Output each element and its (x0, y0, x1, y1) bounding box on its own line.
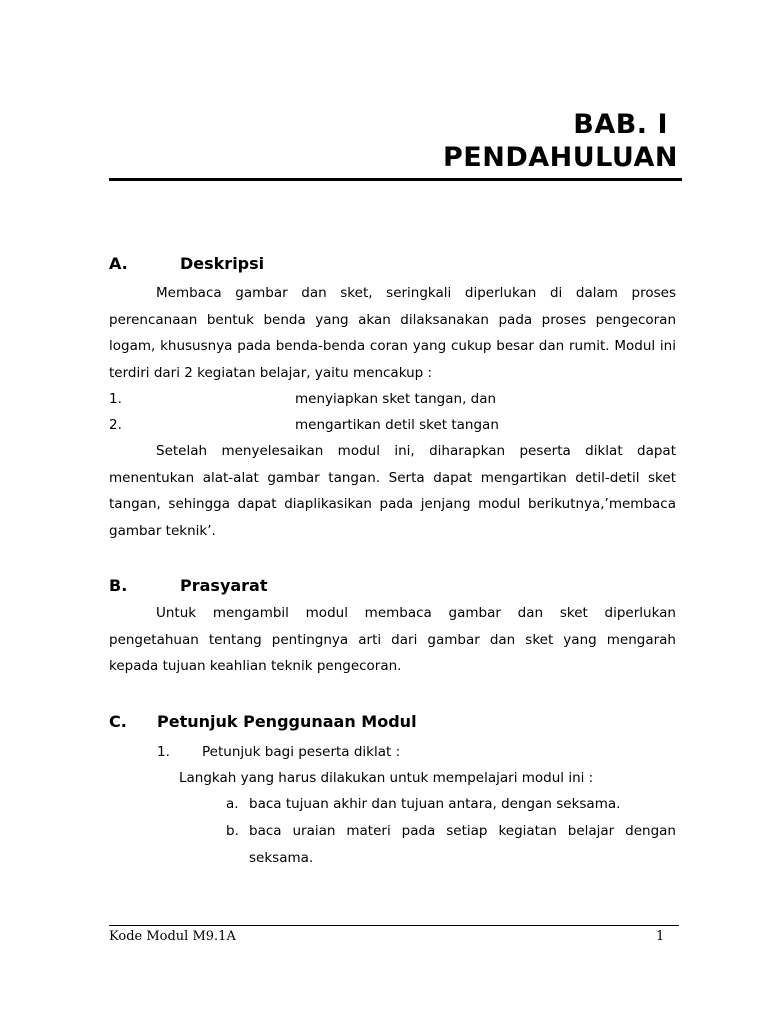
section-c-heading (109, 712, 417, 732)
section-b-paragraph (109, 600, 676, 680)
paragraph-line: kepada tujuan keahlian teknik pengecoran. (109, 658, 402, 674)
list-item (109, 389, 496, 409)
section-a-heading (109, 254, 264, 274)
paragraph-line: tangan, sehingga dapat diaplikasikan pada jenjang modul berikutnya,’membaca (109, 496, 676, 512)
footer-page-number: 1 (656, 929, 665, 944)
line-text: Membaca gambar dan sket, seringkali diperlukan di dalam proses (156, 285, 676, 301)
chapter-title: PENDAHULUAN (443, 142, 678, 173)
line-text: Setelah menyelesaikan modul ini, diharapkan peserta diklat dapat (156, 443, 676, 459)
section-a-paragraph-1 (109, 280, 676, 386)
paragraph-line: gambar teknik’. (109, 522, 216, 539)
header-rule (109, 178, 682, 181)
section-c-item-1 (157, 742, 400, 762)
footer-module-code: Kode Modul M9.1A (109, 929, 236, 944)
line-text: Untuk mengambil modul membaca gambar dan sket diperlukan (156, 605, 676, 621)
list-item (109, 415, 499, 435)
steps-intro: Langkah yang harus dilakukan untuk mempelajari modul ini : (179, 770, 594, 786)
paragraph-line: terdiri dari 2 kegiatan belajar, yaitu mencakup : (109, 364, 433, 381)
step-text-line-1: baca uraian materi pada setiap kegiatan belajar dengan (249, 823, 676, 839)
item-text: Petunjuk bagi peserta diklat : (202, 744, 401, 760)
section-b-title: Prasyarat (180, 576, 268, 595)
paragraph-line: logam, khususnya pada benda-benda coran yang cukup besar dan rumit. Modul ini (109, 338, 676, 354)
paragraph-line (109, 438, 676, 465)
item-number: 1. (157, 744, 170, 760)
step-label: b. (226, 823, 239, 839)
section-b-heading (109, 576, 268, 596)
section-b-letter: B. (109, 576, 128, 595)
paragraph-line: menentukan alat-alat gambar tangan. Serta dapat mengartikan detil-detil sket (109, 469, 676, 486)
list-text: mengartikan detil sket tangan (295, 417, 499, 433)
footer-rule (109, 925, 679, 926)
step-text-line-2: seksama. (249, 850, 314, 866)
list-number: 1. (109, 391, 122, 407)
paragraph-line (109, 280, 676, 307)
step-a (226, 794, 620, 814)
paragraph-line: pengetahuan tentang pentingnya arti dari gambar dan sket yang mengarah (109, 631, 676, 648)
list-number: 2. (109, 417, 122, 433)
paragraph-line (109, 600, 676, 627)
section-c-letter: C. (109, 712, 127, 731)
step-label: a. (226, 796, 239, 812)
section-c-title: Petunjuk Penggunaan Modul (157, 712, 417, 731)
list-text: menyiapkan sket tangan, dan (295, 391, 497, 407)
paragraph-line: perencanaan bentuk benda yang akan dilaksanakan pada proses pengecoran (109, 311, 676, 328)
step-text: baca tujuan akhir dan tujuan antara, dengan seksama. (249, 796, 621, 812)
chapter-number: BAB. I (573, 109, 668, 140)
section-a-title: Deskripsi (180, 254, 265, 273)
section-a-letter: A. (109, 254, 128, 273)
section-a-paragraph-2 (109, 438, 676, 544)
